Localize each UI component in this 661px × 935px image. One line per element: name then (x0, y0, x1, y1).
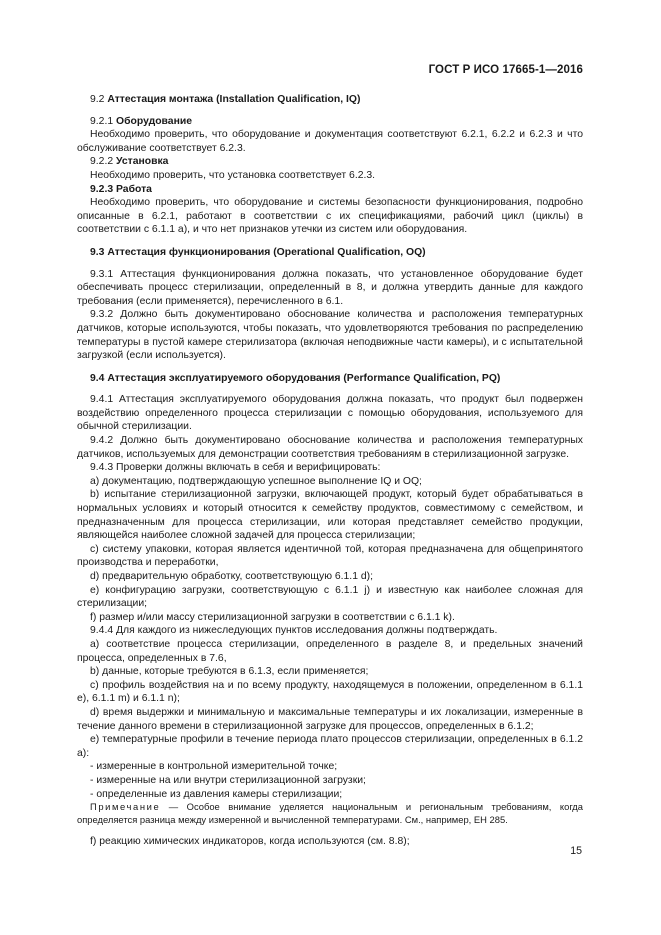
document-body (77, 93, 583, 848)
paragraph: 9.3.1 Аттестация функционирования должна показать, что установленное оборудование будет обеспечивать процесс стерилизации, определенный в 8, и должна утвердить данные для каждого требования (если применяется), перечисленного в 6.1. (77, 268, 583, 307)
page-number: 15 (570, 845, 582, 857)
list-item: d) предварительную обработку, соответствующую 6.1.1 d); (90, 571, 373, 582)
list-item: с) профиль воздействия на и по всему продукту, находящемуся в положении, определенном в 6.1.1 е), 6.1.1 m) и 6.1.1 n); (77, 679, 583, 705)
document-header: ГОСТ Р ИСО 17665-1—2016 (428, 64, 583, 76)
section-9-4-heading: 9.4 Аттестация эксплуатируемого оборудования (Performance Qualification, PQ) (90, 372, 501, 384)
subsection-number: 9.2.3 (90, 183, 114, 195)
paragraph: 9.3.2 Должно быть документировано обоснование количества и расположения температурных датчиков, которые используются, чтобы показать, что удовлетворяются требования по распределению температуры в пустой камере стерилизатора (включая неподвижные части камеры), и с испытательной загрузкой (если используется). (77, 309, 583, 362)
list-item: а) документацию, подтверждающую успешное выполнение IQ и OQ; (90, 475, 422, 487)
subsection-number: 9.2.2 (90, 156, 114, 168)
paragraph: Необходимо проверить, что установка соответствует 6.2.3. (90, 169, 376, 181)
paragraph: 9.4.3 Проверки должны включать в себя и верифицировать: (90, 462, 381, 474)
list-item: с) систему упаковки, которая является идентичной той, которая предназначена для общепринятого производства и переработки, (77, 543, 583, 569)
paragraph: 9.4.1 Аттестация эксплуатируемого оборудования должна показать, что продукт был подвержен воздействию определенного процесса стерилизации с помощью оборудования, используемого для обычной стерилизации. (77, 394, 583, 433)
section-title: Аттестация монтажа (Installation Qualification, IQ) (107, 94, 361, 105)
dash-item: - измеренные в контрольной измерительной точке; (90, 761, 338, 773)
paragraph: 9.4.4 Для каждого из нижеследующих пунктов исследования должны подтверждать. (90, 625, 498, 637)
note-text: — Особое внимание уделяется национальным и региональным требованиям, когда определяется разница между измеренной и вычисленной температурами. См., например, ЕН 285. (77, 801, 583, 825)
paragraph: Необходимо проверить, что оборудование и системы безопасности функционирования, подробно описанные в 6.2.1, работают в соответствии с их спецификациями, рабочий цикл (циклы) в соответствии с 6.1.1 а), и что нет признаков утечки из систем или оборудования. (77, 197, 583, 236)
list-item: b) испытание стерилизационной загрузки, включающей продукт, который будет обрабатываться в нормальных условиях и который относится к семейству продуктов, совместимому с семейством, и предназначенным для процесса стерилизации, или которая представляет семейство продукции, являющейся наиболее сложной задачей для процесса стерилизации; (77, 489, 583, 542)
paragraph: 9.4.2 Должно быть документировано обоснование количества и расположения температурных датчиков, используемых для демонстрации соответствия требованиям в стерилизационной загрузке. (77, 435, 583, 460)
list-item: f) реакцию химических индикаторов, когда используются (см. 8.8); (90, 835, 410, 847)
list-item: b) данные, которые требуются в 6.1.3, если применяется; (90, 666, 369, 678)
section-number: 9.2 (90, 94, 105, 105)
paragraph: Необходимо проверить, что оборудование и документация соответствуют 6.2.1, 6.2.2 и 6.2.3 и что обслуживание соответствует 6.2.3. (77, 129, 583, 154)
subsection-title: Работа (116, 183, 152, 195)
list-item: а) соответствие процесса стерилизации, определенного в разделе 8, и предельных значений процесса, определенных в 7.6, (77, 638, 583, 664)
note (77, 801, 583, 827)
subsection-9-2-2-heading (77, 155, 583, 169)
section-9-2-heading (77, 93, 583, 107)
section-9-3-heading: 9.3 Аттестация функционирования (Operational Qualification, OQ) (90, 246, 426, 258)
subsection-9-2-3-heading (77, 183, 583, 197)
subsection-number: 9.2.1 (90, 115, 114, 127)
subsection-title: Установка (116, 156, 169, 168)
dash-item: - измеренные на или внутри стерилизационной загрузки; (90, 774, 366, 786)
dash-item: - определенные из давления камеры стерилизации; (90, 788, 343, 800)
subsection-title: Оборудование (116, 115, 193, 127)
note-label: Примечание (90, 801, 161, 813)
list-item: е) конфигурацию загрузки, соответствующую с 6.1.1 j) и известную как наиболее сложная для стерилизации; (77, 584, 583, 610)
list-item: е) температурные профили в течение периода плато процессов стерилизации, определенных в 6.1.2 а): (77, 734, 583, 759)
subsection-9-2-1-heading (77, 115, 583, 129)
list-item: f) размер и/или массу стерилизационной загрузки в соответствии с 6.1.1 k). (90, 611, 455, 623)
list-item: d) время выдержки и минимальную и максимальные температуры и их локализации, измеренные в течение данного времени в стерилизационной загрузке для процессов, определенных в 6.1.2; (77, 706, 583, 732)
